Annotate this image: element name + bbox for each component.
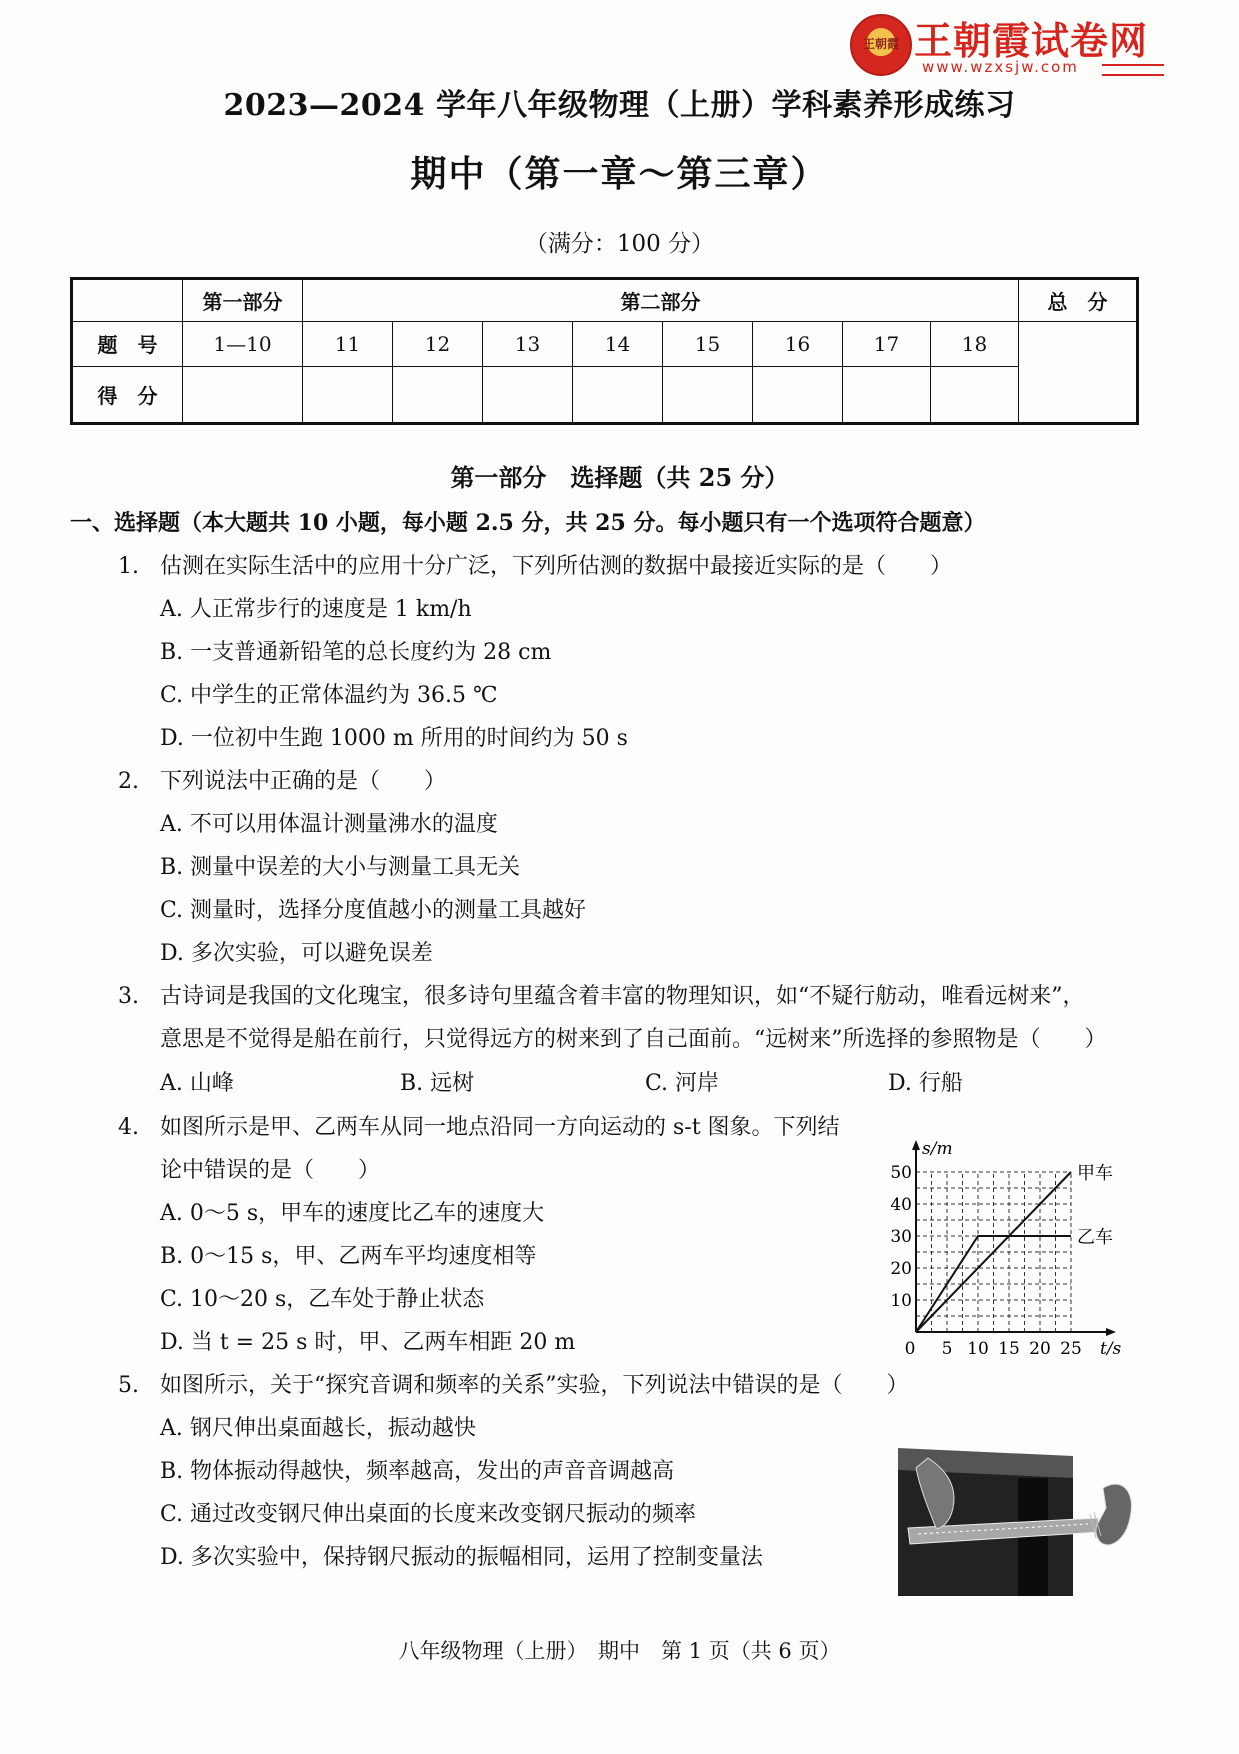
y-tick-label: 40	[890, 1195, 912, 1215]
option: A. 0～5 s，甲车的速度比乙车的速度大	[160, 1201, 545, 1226]
option: A. 钢尺伸出桌面越长，振动越快	[160, 1416, 476, 1441]
instructions: 一、选择题（本大题共 10 小题，每小题 2.5 分，共 25 分。每小题只有一个选项符合题意）	[70, 510, 986, 536]
option: D. 多次实验，可以避免误差	[160, 941, 433, 966]
question-stem: 估测在实际生活中的应用十分广泛，下列所估测的数据中最接近实际的是（ ）	[160, 554, 953, 579]
x-tick-label: 25	[1060, 1339, 1082, 1359]
score-table-row-score-label: 得 分	[72, 366, 183, 423]
option: D. 一位初中生跑 1000 m 所用的时间约为 50 s	[160, 726, 628, 751]
score-cell	[753, 366, 843, 423]
y-tick-label: 10	[890, 1291, 912, 1311]
option: C. 测量时，选择分度值越小的测量工具越好	[160, 898, 587, 923]
y-tick-label: 30	[890, 1227, 912, 1247]
option: B. 物体振动得越快，频率越高，发出的声音音调越高	[160, 1459, 675, 1484]
option: D. 多次实验中，保持钢尺振动的振幅相同，运用了控制变量法	[160, 1545, 763, 1570]
score-table-row-number-label: 题 号	[72, 321, 183, 366]
score-table-total: 总 分	[1019, 279, 1138, 322]
score-table-col: 12	[393, 321, 483, 366]
question-number: 4.	[118, 1115, 139, 1140]
full-score: （满分：100 分）	[524, 231, 715, 257]
logo-url: www.wzxsjw.com	[922, 58, 1079, 76]
question-stem: 古诗词是我国的文化瑰宝，很多诗句里蕴含着丰富的物理知识，如“不疑行舫动，唯看远树来”，	[160, 984, 1085, 1009]
score-cell	[931, 366, 1019, 423]
x-tick-label: 20	[1029, 1339, 1051, 1359]
score-table-col: 15	[663, 321, 753, 366]
logo-title: 王朝霞试卷网	[914, 19, 1149, 63]
question-stem: 下列说法中正确的是（ ）	[160, 769, 447, 794]
series-label: 甲车	[1077, 1163, 1113, 1184]
y-tick-label: 20	[890, 1259, 912, 1279]
question-number: 5.	[118, 1373, 139, 1398]
question-number: 3.	[118, 984, 139, 1009]
option: A. 山峰	[160, 1071, 234, 1096]
s-t-chart	[880, 1120, 1130, 1380]
section1-title: 第一部分 选择题（共 25 分）	[450, 463, 789, 492]
option: B. 0～15 s，甲、乙两车平均速度相等	[160, 1244, 537, 1269]
x-tick-label: 5	[941, 1339, 953, 1359]
question-stem: 论中错误的是（ ）	[160, 1158, 381, 1183]
option: B. 远树	[400, 1071, 475, 1096]
option: C. 通过改变钢尺伸出桌面的长度来改变钢尺振动的频率	[160, 1502, 697, 1527]
score-cell	[483, 366, 573, 423]
score-table-col: 11	[303, 321, 393, 366]
question-number: 1.	[118, 554, 139, 579]
score-table	[70, 277, 1139, 425]
logo-emblem-icon	[850, 14, 912, 76]
x-axis-label: t/s	[1100, 1339, 1122, 1359]
ruler-experiment-image	[898, 1448, 1138, 1596]
option: C. 中学生的正常体温约为 36.5 ℃	[160, 683, 498, 708]
question-stem: 如图所示是甲、乙两车从同一地点沿同一方向运动的 s-t 图象。下列结	[160, 1115, 840, 1140]
y-tick-label: 50	[890, 1163, 912, 1183]
x-tick-label: 0	[904, 1339, 916, 1359]
series-label: 乙车	[1077, 1227, 1113, 1248]
exam-title: 2023—2024 学年八年级物理（上册）学科素养形成练习	[223, 88, 1016, 123]
x-tick-label: 10	[967, 1339, 989, 1359]
question-stem: 意思是不觉得是船在前行，只觉得远方的树来到了自己面前。“远树来”所选择的参照物是（ ）	[160, 1027, 1107, 1052]
x-tick-label: 15	[998, 1339, 1020, 1359]
option: A. 不可以用体温计测量沸水的温度	[160, 812, 498, 837]
exam-subtitle: 期中（第一章～第三章）	[410, 153, 829, 195]
score-cell	[303, 366, 393, 423]
score-cell	[843, 366, 931, 423]
option: C. 10～20 s，乙车处于静止状态	[160, 1287, 485, 1312]
x-axis-arrow-icon	[1106, 1328, 1116, 1336]
score-table-col: 16	[753, 321, 843, 366]
score-table-col: 14	[573, 321, 663, 366]
option: C. 河岸	[645, 1071, 720, 1096]
option: A. 人正常步行的速度是 1 km/h	[160, 597, 472, 622]
option: B. 一支普通新铅笔的总长度约为 28 cm	[160, 640, 552, 665]
score-cell	[573, 366, 663, 423]
score-table-total-cell	[1019, 321, 1138, 423]
question-number: 2.	[118, 769, 139, 794]
option: B. 测量中误差的大小与测量工具无关	[160, 855, 521, 880]
score-cell	[393, 366, 483, 423]
score-cell	[663, 366, 753, 423]
score-table-part1: 第一部分	[183, 279, 303, 322]
logo-wave-icon	[1102, 64, 1164, 76]
score-cell	[183, 366, 303, 423]
site-logo	[850, 12, 1170, 78]
option: D. 当 t = 25 s 时，甲、乙两车相距 20 m	[160, 1330, 576, 1355]
y-axis-label: s/m	[922, 1139, 953, 1159]
score-table-col: 1—10	[183, 321, 303, 366]
page-footer: 八年级物理（上册） 期中 第 1 页（共 6 页）	[398, 1639, 841, 1663]
question-stem: 如图所示，关于“探究音调和频率的关系”实验，下列说法中错误的是（ ）	[160, 1373, 909, 1398]
score-table-corner	[72, 279, 183, 322]
logo-emblem-text: 王朝霞	[862, 37, 899, 51]
score-table-col: 18	[931, 321, 1019, 366]
y-axis-arrow-icon	[912, 1140, 920, 1150]
score-table-col: 13	[483, 321, 573, 366]
score-table-part2: 第二部分	[303, 279, 1019, 322]
option: D. 行船	[888, 1071, 963, 1096]
score-table-col: 17	[843, 321, 931, 366]
